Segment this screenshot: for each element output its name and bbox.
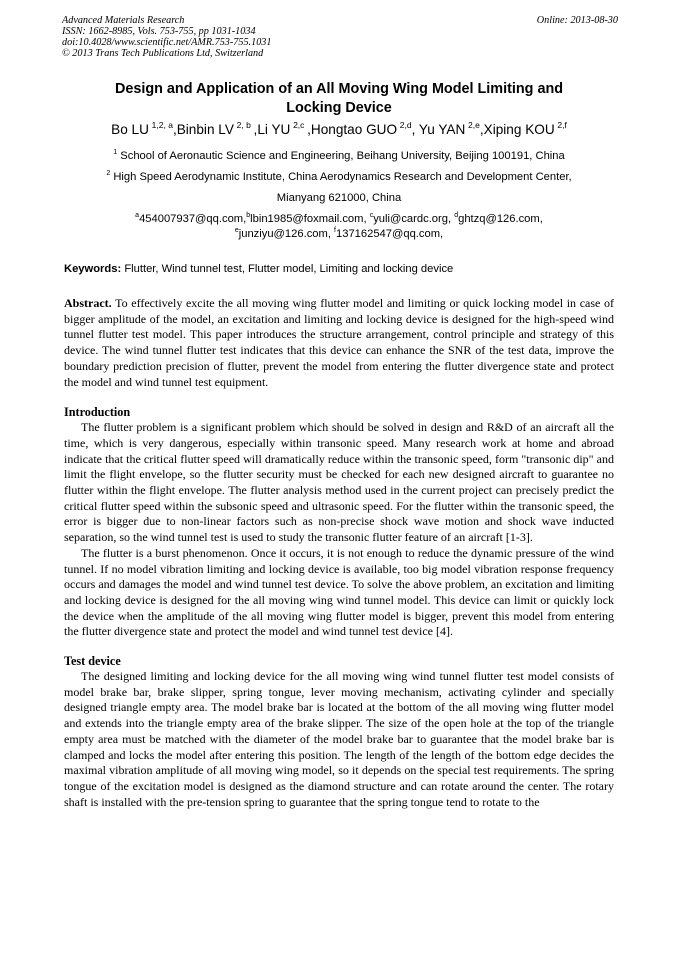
paragraph: The designed limiting and locking device for the all moving wing wind tunnel flutter test model consists of model brake bar, brake slipper, spring tongue, lever moving mechanism, activating cylinder and specially designed triangle empty area. The model brake bar is located at the bottom of the all moving wing flutter model and extends into the triangle empty area of the brake slipper. The size of the open hole at the top of the triangle empty area must be matched with the diameter of the model brake bar to guarantee that the model brake bar is clamped and locks the model after entering this position. The length of the length of the bottom edge decides the maximal vibration amplitude of all moving wing model, so it depends on the special test requirements. The spring tongue of the excitation model is designed as the diamond structure and can rotate around the center. The rotary shaft is installed with the pre-tension spring to guarantee that the spring tongue tend to rotate to the [64,669,614,809]
email[interactable]: $^c$yuli@cardc.org [369,212,448,225]
abstract-text: To effectively excite the all moving wing flutter model and limiting or quick locking model in case of bigger amplitude of the model, an excitation and limiting and locking device is designed for the high-speed wind tunnel flutter test model. This paper introduces the structure arrangement, control principle and strategy of this device. The wind tunnel flutter test indicates that this device can enhance the SNR of the test data, improve the boundary prediction precision of flutter, prevent the model from entering the flutter divergence state and protect the model and wind tunnel test equipment. [64,296,614,389]
paragraph: The flutter problem is a significant problem which should be solved in design and R&D of an aircraft all the time, which is very dangerous, especially within transonic speed. Many research work at home and abroad indicate that the critical flutter speed will dramatically reduce within the transonic speed, form "transonic dip" and limit the flight envelope, so the flutter security must be checked for each new designed aircraft to guarantee no flutter within the flight envelope. The flutter analysis method used in the current project can precisely predict the critical flutter speed within the subsonic speed and ultrasonic speed. For the flutter within the transonic speed, the error is bigger due to non-linear factors such as non-precise shock wave motion and shock wave inducted separation, so the wind tunnel test is used to study the transonic flutter feature of an aircraft [1-3]. [64,420,614,545]
author: Yu YAN $^{2,e}$ [418,120,480,137]
author-list: Bo LU $^{1,2, a}$,Binbin LV $^{2, b}$ ,Li YU $^{2,c}$ ,Hongtao GUO $^{2,d}$, Yu YAN $^{2,e}$,Xiping KOU $^{2,f}$ [111,120,567,137]
email[interactable]: $^d$ghtzq@126.com [454,212,540,225]
email-line-1: $^a$454007937@qq.com,$^b$lbin1985@foxmail.com, $^c$yuli@cardc.org, $^d$ghtzq@126.com, [135,212,543,225]
paper-body [64,296,614,810]
email[interactable]: $^e$junziyu@126.com [234,227,328,240]
journal-doi: doi:10.4028/www.scientific.net/AMR.753-755.1031 [62,37,272,48]
paragraph: The flutter is a burst phenomenon. Once it occurs, it is not enough to reduce the dynamic pressure of the wind tunnel. If no model vibration limiting and locking device is available, too big model vibration response frequency occurs and damages the model and wind tunnel test device. To solve the above problem, an excitation and limiting and locking device is designed for the all moving wing wind tunnel model. This device can limit or quickly lock the device when the amplitude of the all moving wing flutter model is bigger, prevent this model from entering the flutter divergence state and protect the model and wind tunnel test device [4]. [64,545,614,639]
keywords-label: Keywords: [64,263,122,275]
title-line-1: Design and Application of an All Moving Wing Model Limiting and [114,81,564,97]
title-line-2: Locking Device [286,100,392,116]
author: Xiping KOU $^{2,f}$ [483,120,567,137]
journal-header [62,15,618,59]
author-emails [40,212,638,242]
author: Binbin LV $^{2, b}$ [176,120,251,137]
email[interactable]: $^b$lbin1985@foxmail.com [246,212,364,225]
journal-copyright: © 2013 Trans Tech Publications Ltd, Switzerland [62,48,264,59]
affiliation-2-continued: Mianyang 621000, China [276,192,402,204]
affiliation-2: $^2$ High Speed Aerodynamic Institute, China Aerodynamics Research and Development Center, [106,170,572,183]
author: Li YU $^{2,c}$ [257,120,305,137]
section-heading-introduction: Introduction [64,405,131,420]
affiliation-1: $^1$ School of Aeronautic Science and Engineering, Beihang University, Beijing 100191, China [113,149,565,162]
abstract-label: Abstract. [64,296,112,310]
section-heading-test-device: Test device [64,654,121,669]
author: Bo LU $^{1,2, a}$ [111,120,173,137]
author: Hongtao GUO $^{2,d}$ [310,120,412,137]
keywords [64,262,614,277]
keywords-text: Flutter, Wind tunnel test, Flutter model, Limiting and locking device [124,263,454,275]
journal-name: Advanced Materials Research [62,15,185,26]
email[interactable]: $^a$454007937@qq.com [135,212,244,225]
abstract [64,296,614,390]
email-line-2: $^e$junziyu@126.com, $^f$137162547@qq.com, [234,227,444,240]
journal-issn: ISSN: 1662-8985, Vols. 753-755, pp 1031-1034 [62,26,256,37]
paper-title [62,80,616,118]
email[interactable]: $^f$137162547@qq.com [334,227,441,240]
online-date: Online: 2013-08-30 [536,15,618,26]
